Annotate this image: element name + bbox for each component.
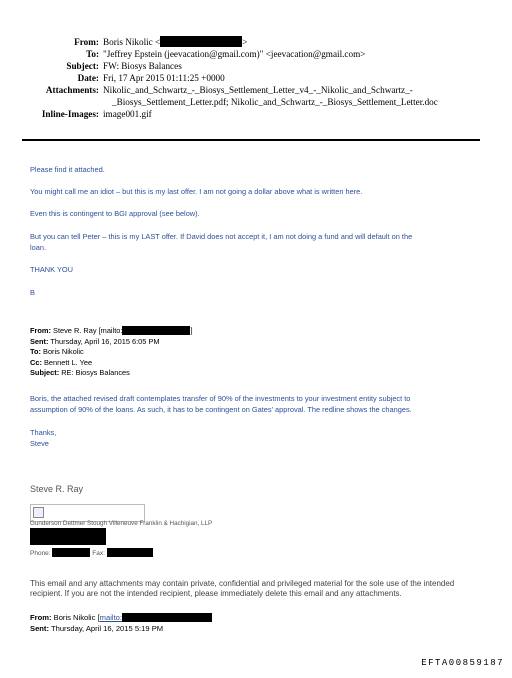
forward2-sent (30, 624, 212, 635)
date-label: Date: (77, 73, 99, 83)
body-line: B (30, 288, 35, 297)
fax-label: Fax: (92, 550, 105, 557)
value: Thursday, April 16, 2015 5:19 PM (50, 623, 164, 633)
header-divider (22, 139, 480, 141)
forward-header-2 (30, 613, 212, 634)
forward-header (30, 326, 193, 379)
from-close: > (242, 37, 248, 47)
attachments-line2[interactable]: _Biosys_Settlement_Letter.pdf; Nikolic_and_Schwartz_-_Biosys_Settlement_Letter.doc (112, 97, 438, 107)
signature-contact (30, 548, 153, 557)
firm-name: Gunderson Dettmer Stough Villeneuve Franklin & Hachigian, LLP (30, 520, 213, 527)
attachments-row (0, 84, 512, 108)
to-row (0, 48, 512, 60)
redaction (122, 613, 212, 622)
forward-cc (30, 358, 193, 369)
value: Thursday, April 16, 2015 6:05 PM (50, 336, 160, 346)
value: Boris Nikolic (43, 347, 84, 356)
from-row (0, 36, 512, 48)
body-line: You might call me an idiot – but this is my last offer. I am not going a dollar above what is written here. (30, 187, 363, 196)
subject-label: Subject: (66, 61, 99, 71)
inline-images-value[interactable]: image001.gif (103, 109, 152, 119)
forward-sent (30, 337, 193, 348)
date-value: Fri, 17 Apr 2015 01:11:25 +0000 (103, 73, 225, 83)
disclaimer: This email and any attachments may contain private, confidential and privileged material for the sole use of the intended recipient. If you are not the intended recipient, please immediately delete this email and any attachments. (30, 579, 455, 599)
subject-row (0, 60, 512, 72)
inline-images-label: Inline-Images: (41, 109, 99, 119)
attachments-line1[interactable]: Nikolic_and_Schwartz_-_Biosys_Settlement_Letter_v4_-_Nikolic_and_Schwartz_- (103, 85, 413, 95)
subject-value: FW: Biosys Balances (103, 61, 182, 71)
close: ] (190, 326, 193, 335)
label: From: (30, 613, 52, 622)
forward-message-line: Boris, the attached revised draft contemplates transfer of 90% of the investments to your investment entity subject to (30, 394, 411, 403)
inline-images-row (0, 108, 512, 120)
redaction (30, 528, 106, 545)
body-line: But you can tell Peter – this is my LAST offer. If David does not accept it, I am not doing a fund and will default on the (30, 232, 413, 241)
label: Sent: (30, 336, 49, 346)
value: RE: Biosys Balances (61, 368, 130, 377)
from-label: From: (74, 37, 99, 47)
email-header (0, 36, 512, 120)
value: Steve R. Ray [mailto: (53, 326, 123, 335)
from-name: Boris Nikolic < (103, 37, 161, 47)
forward-sender-name: Steve (30, 439, 49, 448)
label: Subject: (30, 368, 60, 377)
signature-name: Steve R. Ray (30, 484, 84, 494)
from-value (103, 36, 247, 48)
body-line: loan. (30, 243, 47, 252)
value: Bennett L. Yee (43, 357, 93, 367)
value: Boris Nikolic [ (53, 613, 100, 622)
redaction (160, 36, 242, 47)
redaction (107, 548, 153, 557)
to-label: To: (86, 49, 99, 59)
body-line: THANK YOU (30, 265, 73, 274)
forward-to (30, 347, 193, 358)
forward-from (30, 326, 193, 337)
redaction (122, 326, 193, 335)
body-line: Please find it attached. (30, 165, 105, 174)
forward-message-line: assumption of 90% of the loans. As such, it has to be contingent on Gates' approval. The redline shows the changes. (30, 405, 412, 414)
forward-subject (30, 368, 193, 379)
label: To: (30, 347, 41, 356)
label: Sent: (30, 623, 49, 633)
broken-image-icon (33, 507, 44, 518)
mailto-link[interactable]: mailto: (99, 613, 123, 622)
forward2-from (30, 613, 212, 624)
label: Cc: (30, 357, 42, 367)
date-row (0, 72, 512, 84)
redaction (52, 548, 90, 557)
label: From: (30, 326, 51, 335)
attachments-label: Attachments: (45, 85, 99, 95)
body-line: Even this is contingent to BGI approval (see below). (30, 209, 200, 218)
to-value: "Jeffrey Epstein (jeevacation@gmail.com)" <jeevacation@gmail.com> (103, 49, 366, 59)
forward-thanks: Thanks, (30, 428, 57, 437)
document-id: EFTA00859187 (421, 658, 504, 668)
phone-label: Phone: (30, 550, 51, 557)
